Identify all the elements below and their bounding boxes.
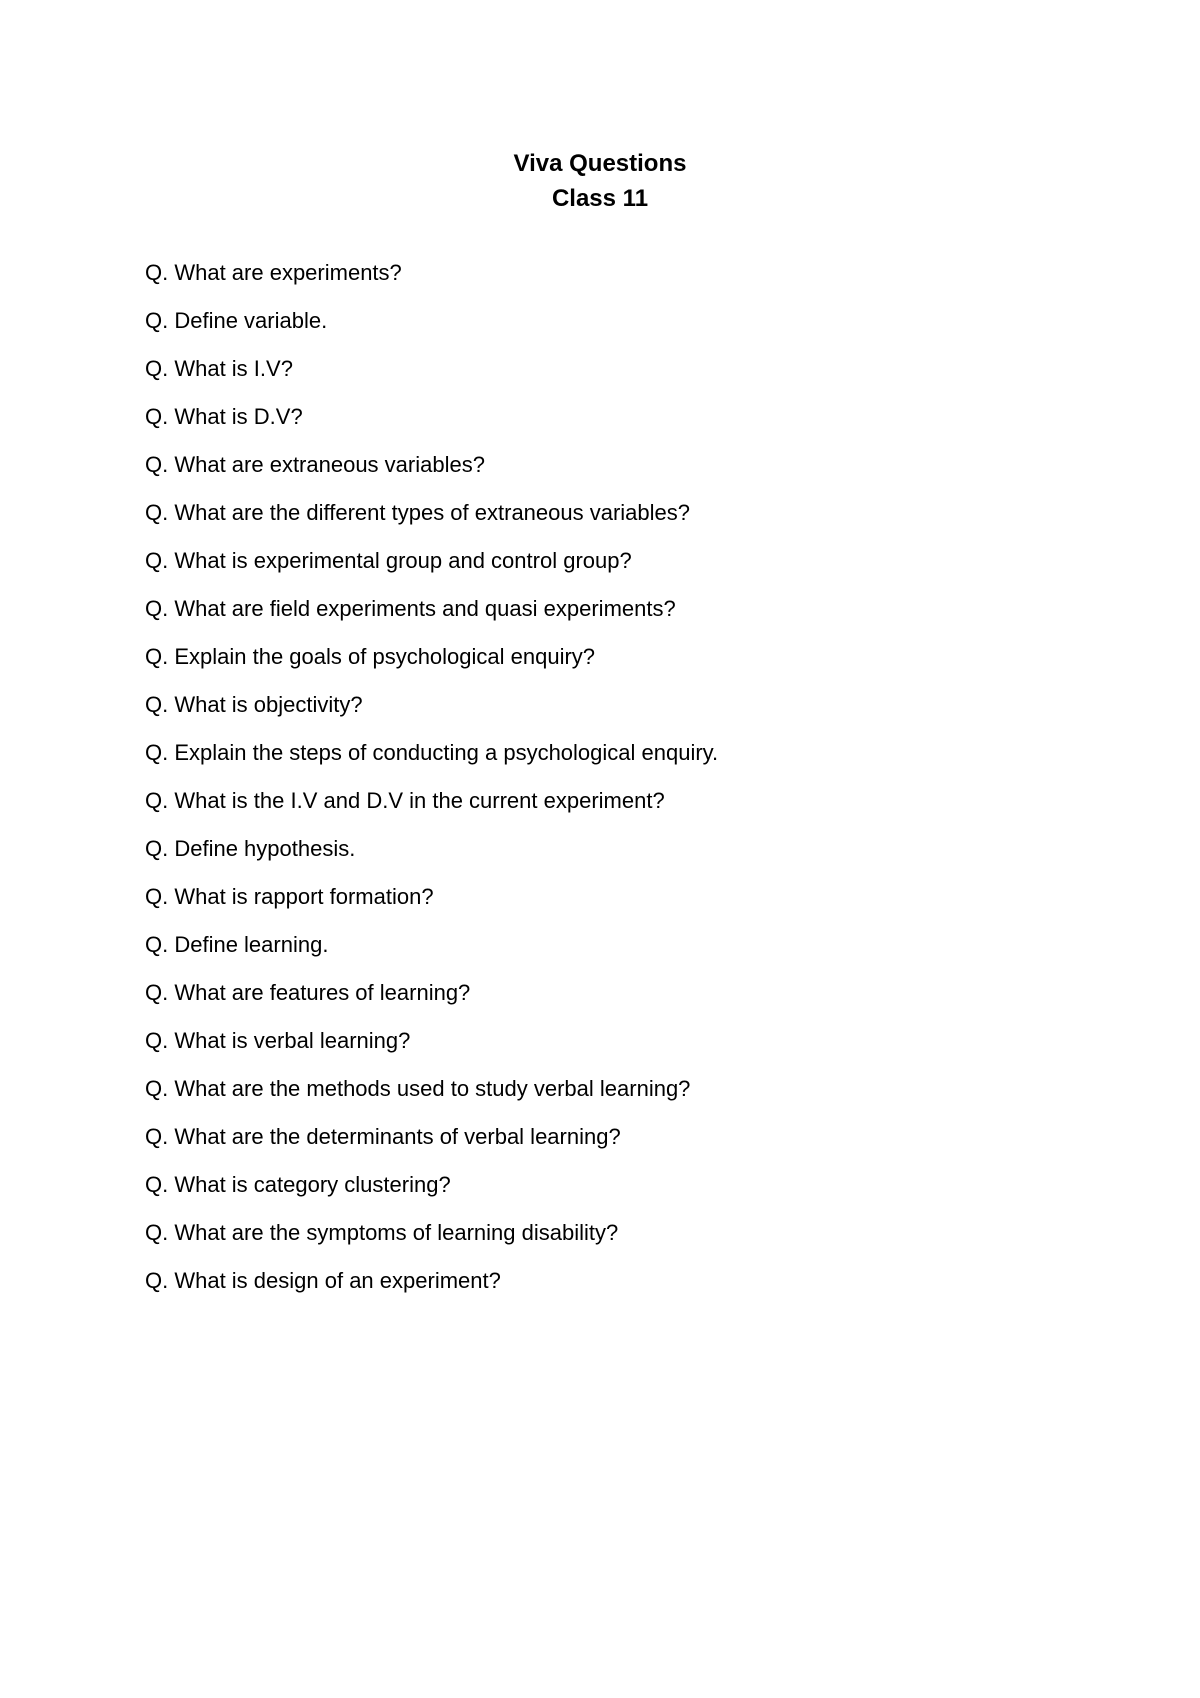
document-title: Viva Questions xyxy=(513,150,687,177)
document-header xyxy=(0,146,1200,216)
question-item: Q. What is design of an experiment? xyxy=(145,1268,501,1293)
question-item: Q. What are field experiments and quasi experiments? xyxy=(145,596,676,621)
question-item: Q. What are features of learning? xyxy=(145,980,471,1005)
question-item: Q. What are extraneous variables? xyxy=(145,452,485,477)
question-item: Q. What is experimental group and control group? xyxy=(145,548,632,573)
question-item: Q. Define variable. xyxy=(145,308,328,333)
question-item: Q. Explain the goals of psychological enquiry? xyxy=(145,644,596,669)
question-item: Q. What are the symptoms of learning disability? xyxy=(145,1220,619,1245)
question-item: Q. What are the different types of extraneous variables? xyxy=(145,500,691,525)
question-item: Q. What are the methods used to study verbal learning? xyxy=(145,1076,691,1101)
question-item: Q. What is I.V? xyxy=(145,356,293,381)
question-item: Q. What is objectivity? xyxy=(145,692,363,717)
question-item: Q. What is rapport formation? xyxy=(145,884,434,909)
question-item: Q. Define hypothesis. xyxy=(145,836,356,861)
question-item: Q. What is verbal learning? xyxy=(145,1028,411,1053)
question-item: Q. What are experiments? xyxy=(145,260,402,285)
question-item: Q. What is the I.V and D.V in the current experiment? xyxy=(145,788,665,813)
question-item: Q. What is D.V? xyxy=(145,404,303,429)
question-item: Q. What are the determinants of verbal learning? xyxy=(145,1124,621,1149)
document-subtitle: Class 11 xyxy=(551,185,649,212)
question-list xyxy=(145,249,1105,1305)
question-item: Q. What is category clustering? xyxy=(145,1172,451,1197)
question-item: Q. Define learning. xyxy=(145,932,329,957)
question-item: Q. Explain the steps of conducting a psychological enquiry. xyxy=(145,740,719,765)
